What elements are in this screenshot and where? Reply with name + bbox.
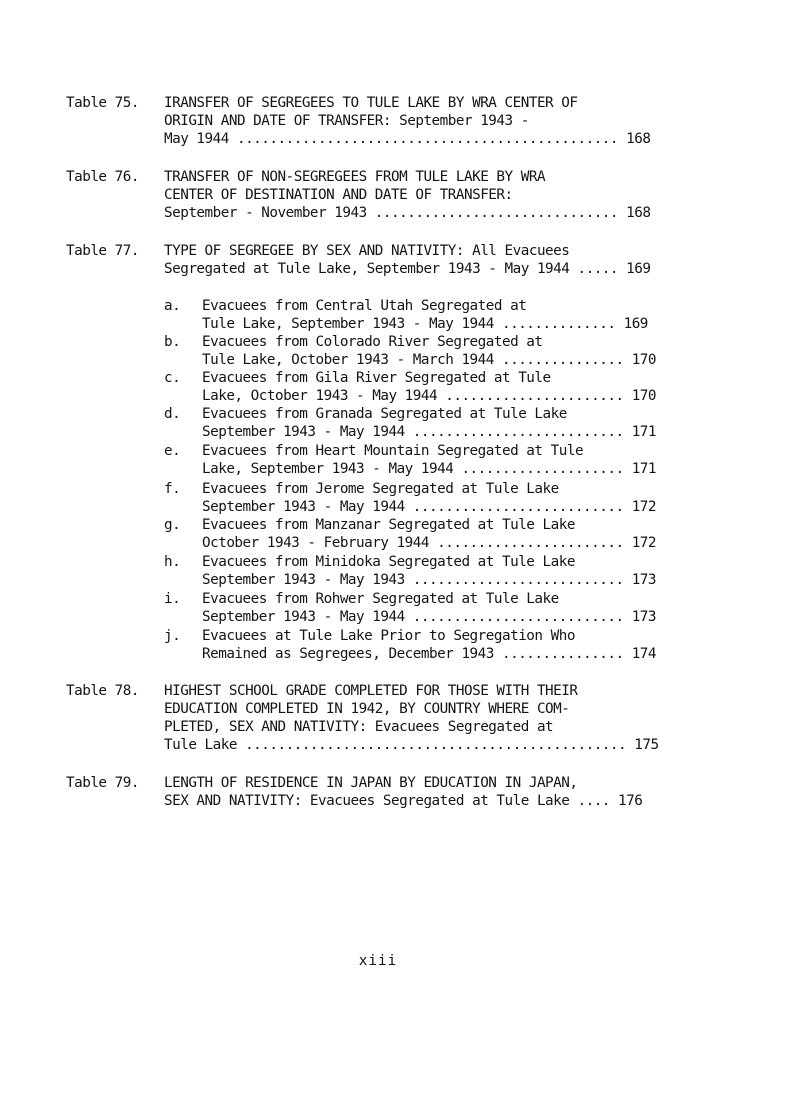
subentry-line: Remained as Segregees, December 1943 ............... 174 [202, 646, 657, 662]
subentry-letter: e. [164, 443, 181, 459]
toc-entry-line: HIGHEST SCHOOL GRADE COMPLETED FOR THOSE WITH THEIR [164, 683, 578, 699]
subentry-line: Evacuees from Colorado River Segregated at [202, 334, 543, 350]
toc-entry-line: SEX AND NATIVITY: Evacuees Segregated at Tule Lake .... 176 [164, 793, 643, 809]
toc-entry-label: Table 76. [66, 169, 139, 185]
subentry-letter: d. [164, 406, 181, 422]
subentry-line: Evacuees from Minidoka Segregated at Tule Lake [202, 554, 575, 570]
subentry-line: Lake, October 1943 - May 1944 ...................... 170 [202, 388, 657, 404]
subentry-line: October 1943 - February 1944 ....................... 172 [202, 535, 657, 551]
subentry-letter: f. [164, 481, 181, 497]
toc-entry-line: Tule Lake ............................................... 175 [164, 737, 659, 753]
subentry-line: Evacuees from Jerome Segregated at Tule Lake [202, 481, 559, 497]
subentry-letter: b. [164, 334, 181, 350]
subentry-letter: j. [164, 628, 181, 644]
toc-entry-line: TYPE OF SEGREGEE BY SEX AND NATIVITY: All Evacuees [164, 243, 570, 259]
subentry-letter: i. [164, 591, 181, 607]
toc-entry-line: IRANSFER OF SEGREGEES TO TULE LAKE BY WRA CENTER OF [164, 95, 578, 111]
subentry-line: Lake, September 1943 - May 1944 .................... 171 [202, 461, 657, 477]
subentry-line: Tule Lake, September 1943 - May 1944 .............. 169 [202, 316, 648, 332]
toc-entry-line: PLETED, SEX AND NATIVITY: Evacuees Segregated at [164, 719, 554, 735]
subentry-line: Evacuees from Granada Segregated at Tule Lake [202, 406, 567, 422]
subentry-line: September 1943 - May 1944 .......................... 172 [202, 499, 657, 515]
subentry-line: Evacuees from Rohwer Segregated at Tule Lake [202, 591, 559, 607]
toc-entry-line: LENGTH OF RESIDENCE IN JAPAN BY EDUCATION IN JAPAN, [164, 775, 578, 791]
subentry-line: Evacuees at Tule Lake Prior to Segregation Who [202, 628, 575, 644]
subentry-line: September 1943 - May 1944 .......................... 173 [202, 609, 657, 625]
subentry-line: Evacuees from Manzanar Segregated at Tule Lake [202, 517, 575, 533]
toc-entry-line: May 1944 ............................................... 168 [164, 131, 651, 147]
toc-entry-line: Segregated at Tule Lake, September 1943 - May 1944 ..... 169 [164, 261, 651, 277]
toc-entry-line: CENTER OF DESTINATION AND DATE OF TRANSFER: [164, 187, 513, 203]
subentry-line: Tule Lake, October 1943 - March 1944 ............... 170 [202, 352, 657, 368]
subentry-letter: g. [164, 517, 181, 533]
subentry-line: Evacuees from Central Utah Segregated at [202, 298, 527, 314]
page-number: xiii [358, 953, 398, 969]
subentry-line: Evacuees from Gila River Segregated at Tule [202, 370, 551, 386]
subentry-letter: a. [164, 298, 181, 314]
subentry-line: September 1943 - May 1943 .......................... 173 [202, 572, 657, 588]
toc-entry-label: Table 75. [66, 95, 139, 111]
toc-entry-line: TRANSFER OF NON-SEGREGEES FROM TULE LAKE BY WRA [164, 169, 546, 185]
toc-entry-line: September - November 1943 .............................. 168 [164, 205, 651, 221]
toc-entry-line: EDUCATION COMPLETED IN 1942, BY COUNTRY WHERE COM- [164, 701, 570, 717]
toc-entry-label: Table 77. [66, 243, 139, 259]
subentry-line: September 1943 - May 1944 .......................... 171 [202, 424, 657, 440]
subentry-letter: h. [164, 554, 181, 570]
toc-entry-line: ORIGIN AND DATE OF TRANSFER: September 1943 - [164, 113, 529, 129]
subentry-letter: c. [164, 370, 181, 386]
subentry-line: Evacuees from Heart Mountain Segregated at Tule [202, 443, 584, 459]
toc-entry-label: Table 78. [66, 683, 139, 699]
toc-entry-label: Table 79. [66, 775, 139, 791]
